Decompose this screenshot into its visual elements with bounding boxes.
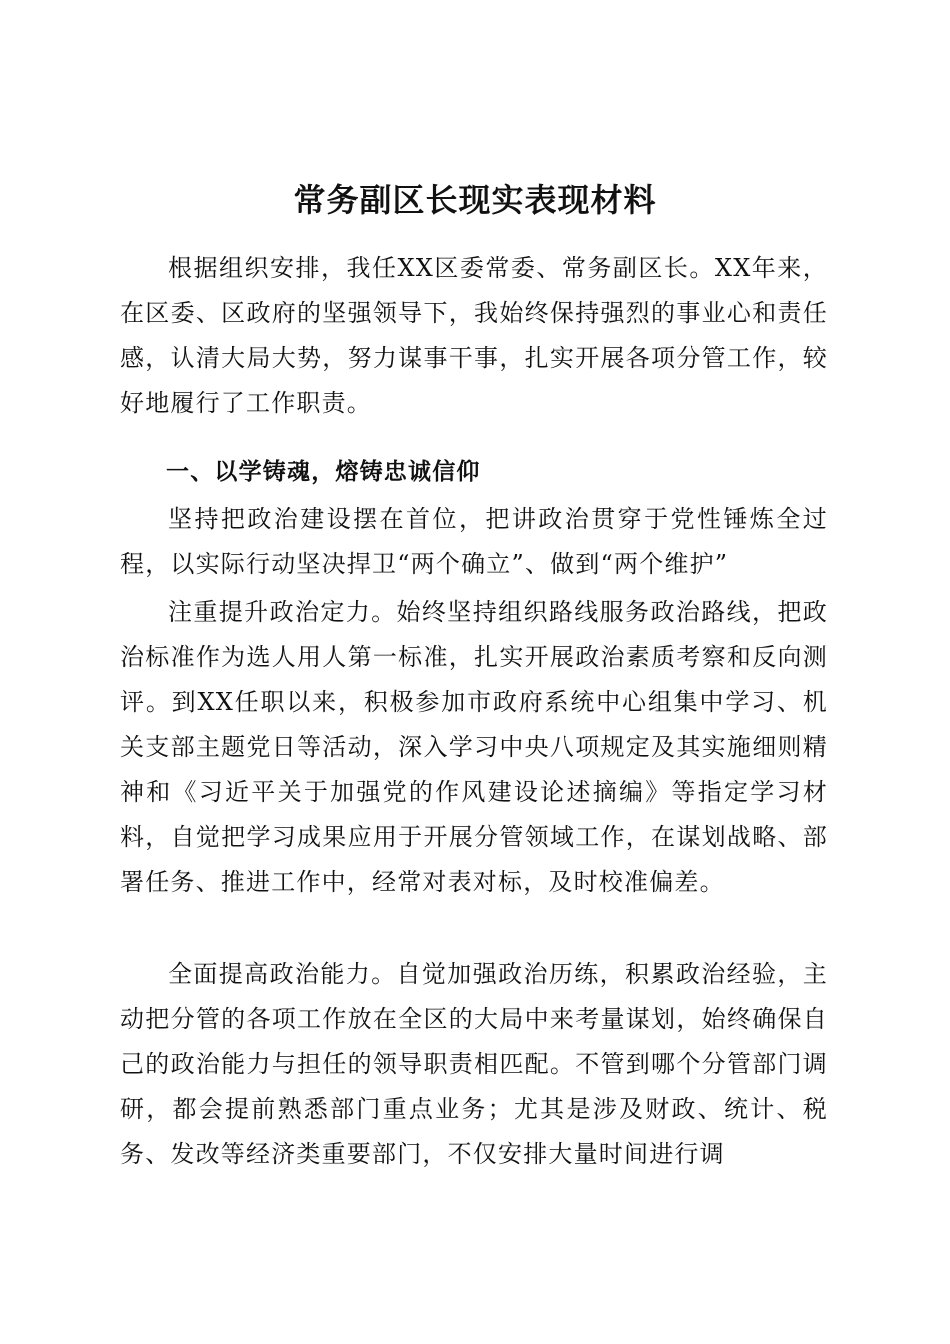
document-title: 常务副区长现实表现材料	[293, 181, 657, 219]
section-heading-block	[120, 450, 828, 495]
political-stability-paragraph-block	[120, 590, 828, 905]
political-ability-paragraph-block	[120, 952, 828, 1177]
political-ability-paragraph: 全面提高政治能力。自觉加强政治历练，积累政治经验，主动把分管的各项工作放在全区的大局中来考量谋划，始终确保自己的政治能力与担任的领导职责相匹配。不管到哪个分管部门调研，都会提前熟悉部门重点业务；尤其是涉及财政、统计、税务、发改等经济类重要部门，不仅安排大量时间进行调	[120, 960, 828, 1168]
intro-paragraph-block	[120, 246, 828, 426]
section-heading: 一、以学铸魂，熔铸忠诚信仰	[166, 459, 481, 485]
section-lead-paragraph: 坚持把政治建设摆在首位，把讲政治贯穿于党性锤炼全过程，以实际行动坚决捍卫“两个确立”、做到“两个维护”	[120, 505, 828, 578]
political-stability-paragraph: 注重提升政治定力。始终坚持组织路线服务政治路线，把政治标准作为选人用人第一标准，扎实开展政治素质考察和反向测评。到XX任职以来，积极参加市政府系统中心组集中学习、机关支部主题党日等活动，深入学习中央八项规定及其实施细则精神和《习近平关于加强党的作风建设论述摘编》等指定学习材料，自觉把学习成果应用于开展分管领域工作，在谋划战略、部署任务、推进工作中，经常对表对标，及时校准偏差。	[120, 598, 828, 896]
intro-paragraph: 根据组织安排，我任XX区委常委、常务副区长。XX年来，在区委、区政府的坚强领导下，我始终保持强烈的事业心和责任感，认清大局大势，努力谋事干事，扎实开展各项分管工作，较好地履行了工作职责。	[120, 254, 828, 417]
section-lead-paragraph-block	[120, 497, 828, 587]
